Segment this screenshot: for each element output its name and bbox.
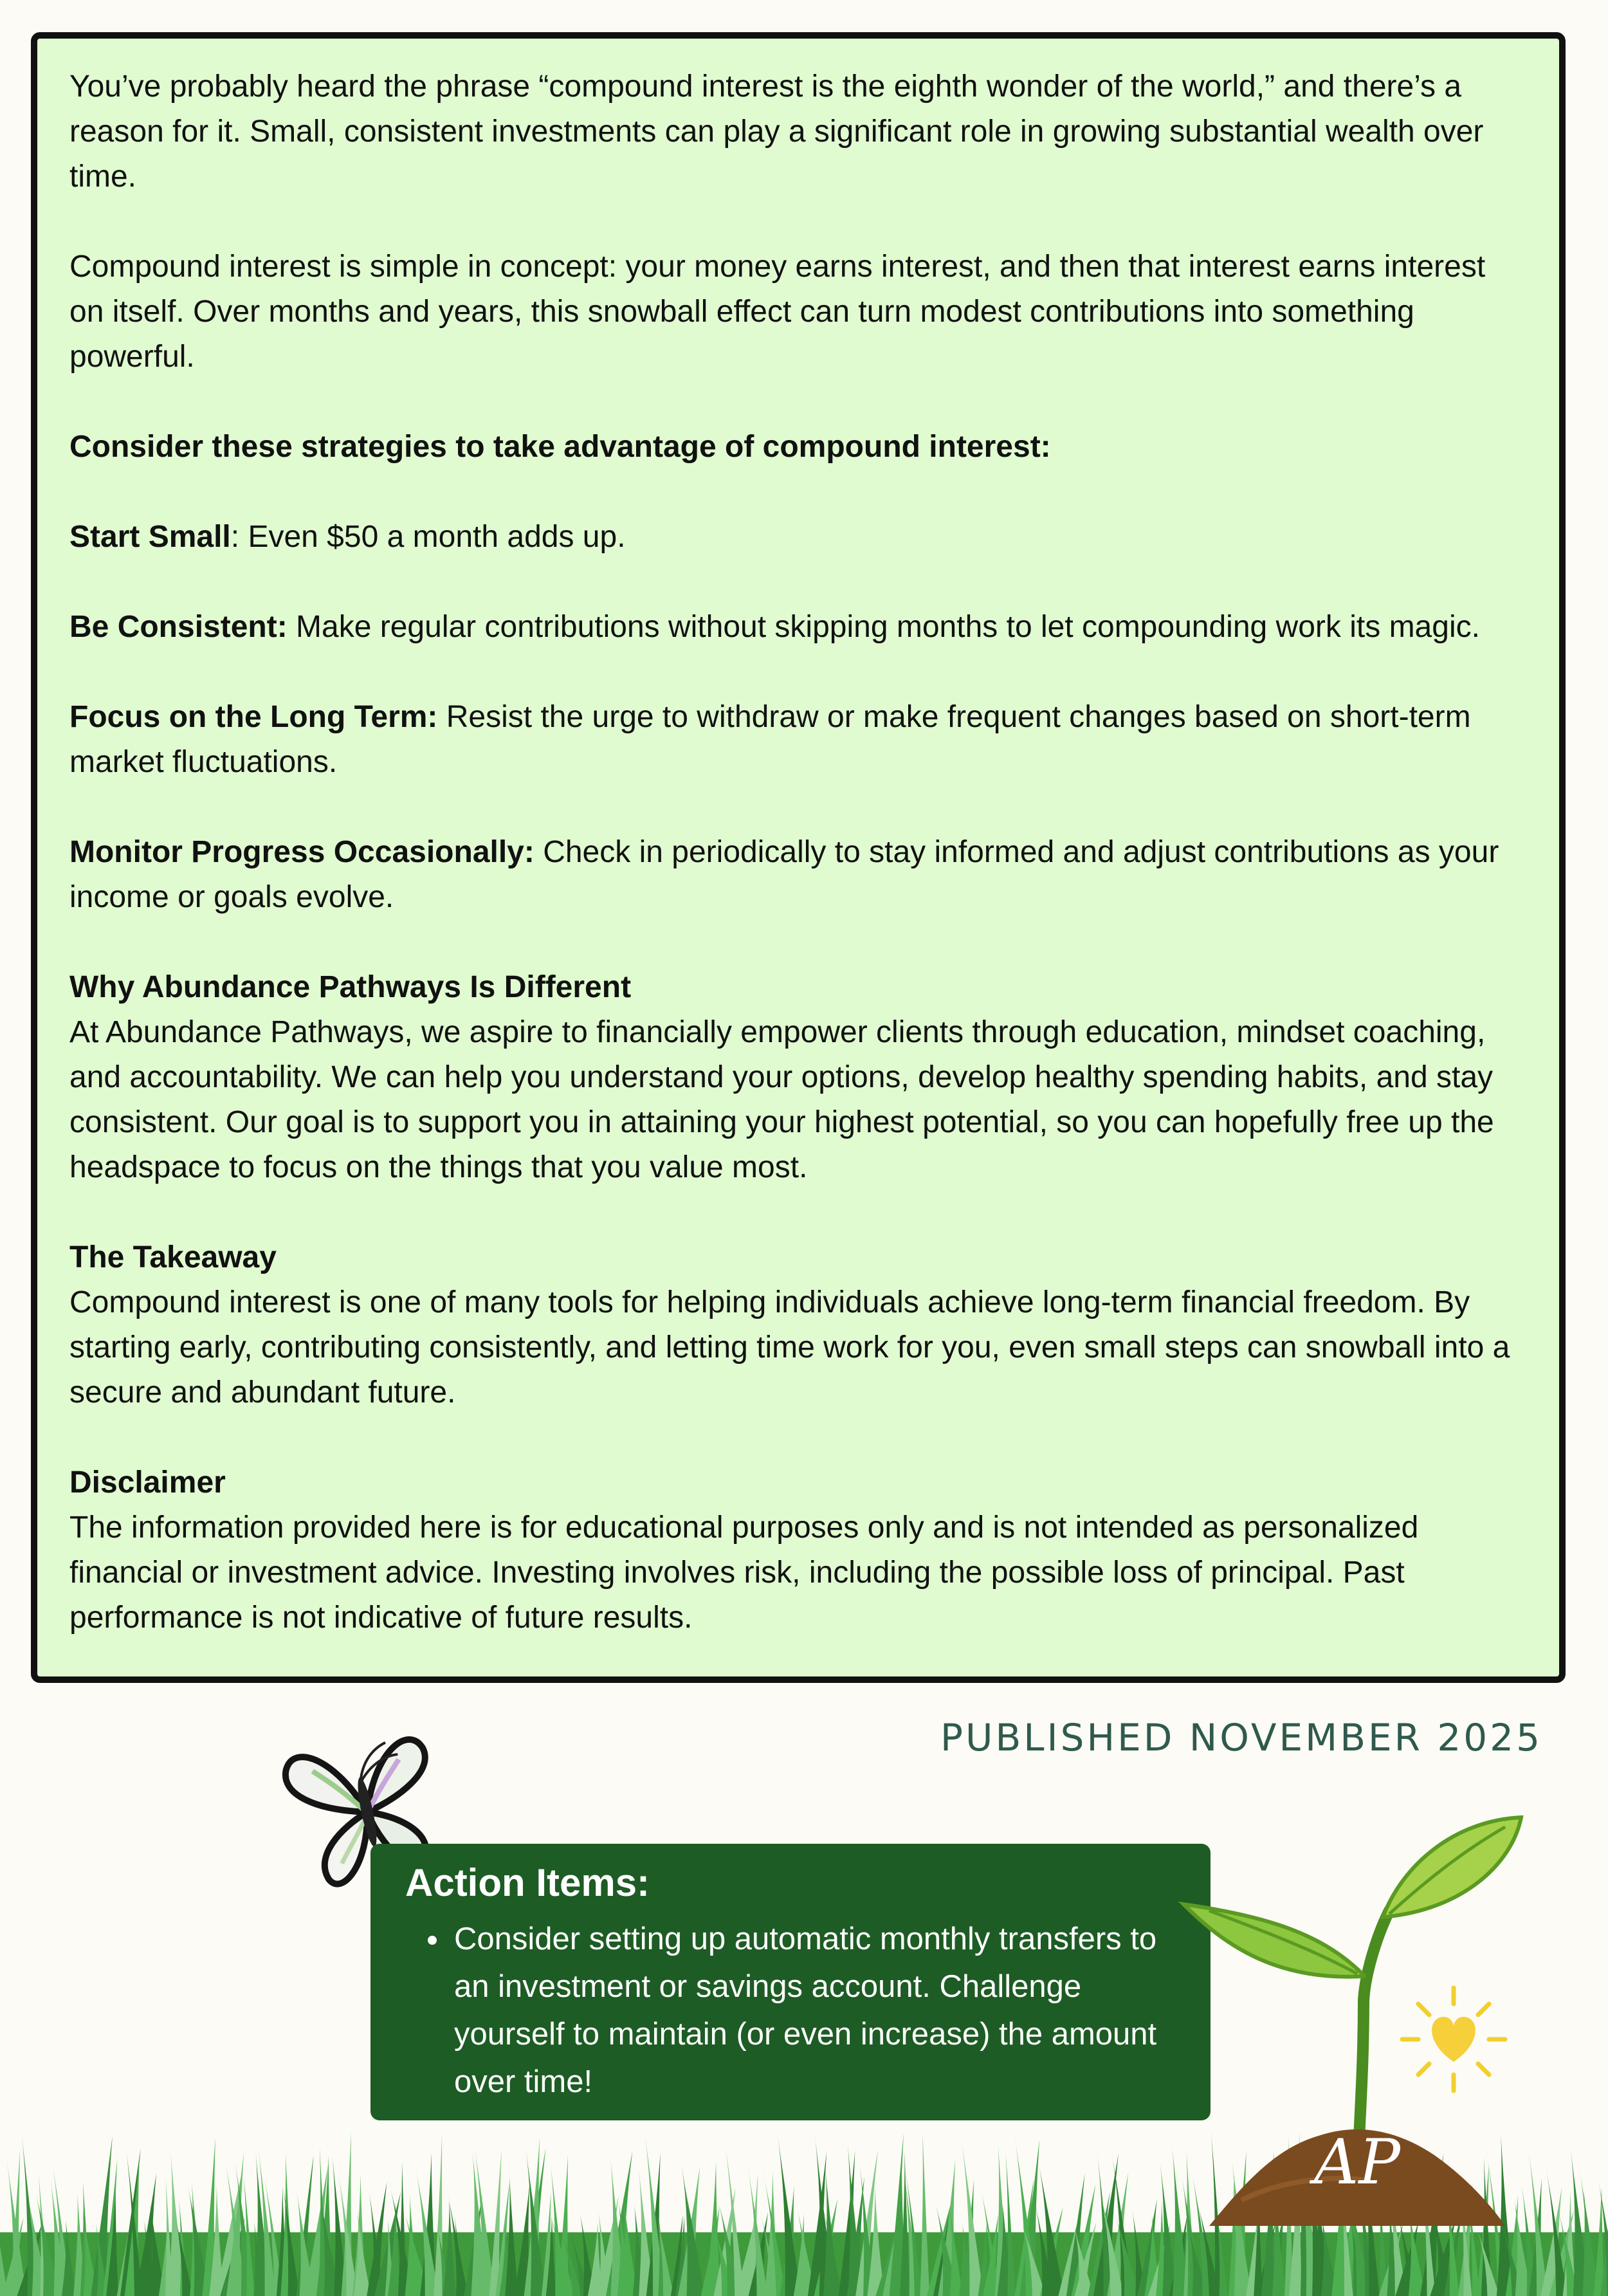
strategy-title: Monitor Progress Occasionally: bbox=[69, 835, 534, 869]
strategy-be-consistent: Be Consistent: Make regular contributions without skipping months to let compounding work its magic. bbox=[69, 610, 1480, 644]
action-item: • Consider setting up automatic monthly transfers to an investment or savings account. Challenge yourself to maintain (or even increase) the amount over time! bbox=[450, 1915, 1178, 2106]
published-date: PUBLISHED NOVEMBER 2025 bbox=[940, 1716, 1542, 1759]
strategy-title: Focus on the Long Term: bbox=[69, 700, 438, 734]
why-heading: Why Abundance Pathways Is Different bbox=[69, 970, 632, 1004]
takeaway-section bbox=[69, 1235, 1527, 1415]
article-box bbox=[31, 32, 1566, 1683]
grass-blade bbox=[920, 2133, 929, 2296]
strategy-start-small: Start Small: Even $50 a month adds up. bbox=[69, 520, 626, 554]
intro-paragraph-2: Compound interest is simple in concept: your money earns interest, and then that interest earns interest on itself. Over months and years, this snowball effect can turn modest contributions into something powerful. bbox=[69, 250, 1486, 374]
strategies-heading: Consider these strategies to take advantage of compound interest: bbox=[69, 430, 1051, 464]
ap-logo: AP bbox=[1314, 2126, 1400, 2198]
heart-sun-icon bbox=[1402, 1988, 1505, 2091]
why-section bbox=[69, 965, 1527, 1190]
why-text: At Abundance Pathways, we aspire to financially empower clients through education, mindset coaching, and accountability. We can help you understand your options, develop healthy spending habits, and stay consistent. Our goal is to support you in attaining your highest potential, so you can hopefully free up the headspace to focus on the things that you value most. bbox=[69, 1015, 1494, 1184]
disclaimer-section bbox=[69, 1460, 1527, 1640]
strategy-title: Start Small bbox=[69, 520, 231, 554]
strategy-monitor-progress: Monitor Progress Occasionally: Check in periodically to stay informed and adjust contributions as your income or goals evolve. bbox=[69, 835, 1499, 914]
disclaimer-heading: Disclaimer bbox=[69, 1465, 226, 1500]
disclaimer-text: The information provided here is for educational purposes only and is not intended as personalized financial or investment advice. Investing involves risk, including the possible loss of principal. Past performance is not indicative of future results. bbox=[69, 1511, 1419, 1635]
action-items-title: Action Items: bbox=[405, 1861, 650, 1904]
action-items-list bbox=[405, 1915, 1178, 2106]
action-items-box bbox=[370, 1844, 1211, 2120]
takeaway-text: Compound interest is one of many tools for helping individuals achieve long-term financial freedom. By starting early, contributing consistently, and letting time work for you, even small steps can snowball into a secure and abundant future. bbox=[69, 1285, 1510, 1410]
intro-paragraph-1: You’ve probably heard the phrase “compound interest is the eighth wonder of the world,” and there’s a reason for it. Small, consistent investments can play a significant role in growing substantial wealth over time. bbox=[69, 69, 1484, 194]
strategy-long-term: Focus on the Long Term: Resist the urge to withdraw or make frequent changes based on short-term market fluctuations. bbox=[69, 700, 1471, 779]
strategy-title: Be Consistent: bbox=[69, 610, 288, 644]
takeaway-heading: The Takeaway bbox=[69, 1240, 277, 1274]
